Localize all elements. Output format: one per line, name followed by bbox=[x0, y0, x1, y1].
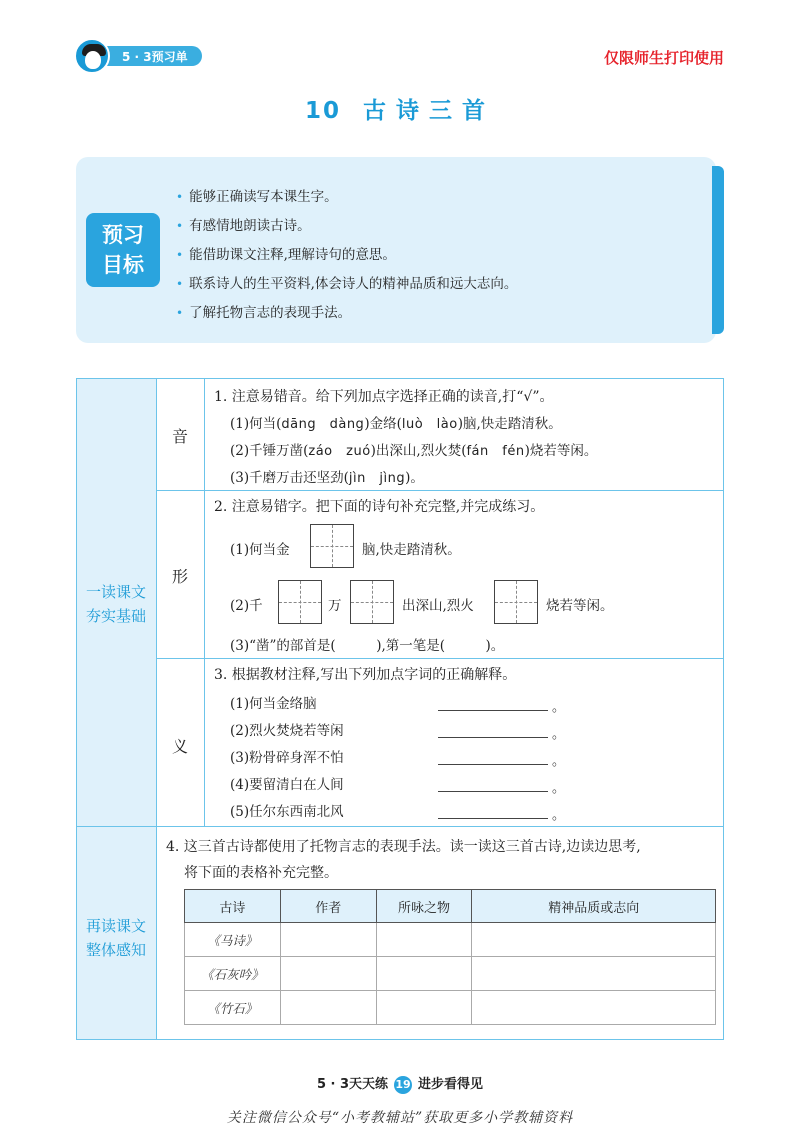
answer-cell[interactable] bbox=[376, 991, 472, 1025]
lesson-number: 10 bbox=[304, 98, 341, 124]
q2-title: 2. 注意易错字。把下面的诗句补充完整,并完成练习。 bbox=[214, 499, 545, 515]
answer-cell[interactable] bbox=[376, 923, 472, 957]
tian-grid-box[interactable] bbox=[350, 580, 394, 624]
q2-line3: (3)“凿”的部首是( ),第一笔是( )。 bbox=[230, 638, 505, 654]
q3-item: (4)要留清白在人间 bbox=[230, 777, 344, 793]
mascot-avatar bbox=[74, 38, 110, 74]
goal-item: • 有感情地朗读古诗。 bbox=[176, 218, 311, 234]
tian-grid-box[interactable] bbox=[494, 580, 538, 624]
q4-line1: 4. 这三首古诗都使用了托物言志的表现手法。读一读这三首古诗,边读边思考, bbox=[166, 839, 641, 855]
end-mark: 。 bbox=[552, 781, 566, 796]
q3-item: (2)烈火焚烧若等闲 bbox=[230, 723, 344, 739]
series-label: 5 · 3预习单 bbox=[122, 50, 188, 64]
footer-slogan: 进步看得见 bbox=[418, 1077, 484, 1092]
answer-cell[interactable] bbox=[280, 957, 376, 991]
table-row bbox=[185, 923, 716, 957]
page-number: 19 bbox=[394, 1076, 412, 1094]
tian-grid-box[interactable] bbox=[278, 580, 322, 624]
q3-item: (1)何当金络脑 bbox=[230, 696, 317, 712]
q2-line1-post: 脑,快走踏清秋。 bbox=[362, 542, 461, 558]
answer-line[interactable] bbox=[438, 709, 548, 711]
table-header-row bbox=[185, 890, 716, 923]
q1-item: (2)千锤万凿(záo zuó)出深山,烈火焚(fán fén)烧若等闲。 bbox=[230, 443, 598, 459]
q2-line2-b: 万 bbox=[328, 598, 342, 614]
q2-line2-a: (2)千 bbox=[230, 598, 263, 614]
q3-item: (5)任尔东西南北风 bbox=[230, 804, 344, 820]
goal-item: • 能借助课文注释,理解诗句的意思。 bbox=[176, 247, 396, 263]
q2-line2-c: 出深山,烈火 bbox=[402, 598, 474, 614]
answer-line[interactable] bbox=[438, 736, 548, 738]
answer-line[interactable] bbox=[438, 790, 548, 792]
goal-item: • 联系诗人的生平资料,体会诗人的精神品质和远大志向。 bbox=[176, 276, 518, 292]
footer-series: 5 · 3天天练 bbox=[316, 1077, 389, 1092]
answer-cell[interactable] bbox=[376, 957, 472, 991]
poem-name-cell: 《石灰吟》 bbox=[185, 957, 281, 991]
goal-item: • 能够正确读写本课生字。 bbox=[176, 189, 338, 205]
q2-line1-pre: (1)何当金 bbox=[230, 542, 290, 558]
end-mark: 。 bbox=[552, 754, 566, 769]
preview-goals-panel bbox=[76, 157, 716, 343]
end-mark: 。 bbox=[552, 727, 566, 742]
page-footer bbox=[0, 1073, 800, 1094]
section-overview-label: 再读课文 整体感知 bbox=[85, 917, 146, 959]
poem-analysis-table bbox=[184, 889, 716, 1025]
answer-line[interactable] bbox=[438, 817, 548, 819]
category-sound: 音 bbox=[171, 427, 188, 446]
poem-name-cell: 《马诗》 bbox=[185, 923, 281, 957]
tian-grid-box[interactable] bbox=[310, 524, 354, 568]
answer-cell[interactable] bbox=[472, 923, 716, 957]
q4-line2: 将下面的表格补充完整。 bbox=[184, 865, 338, 881]
col-header-author: 作者 bbox=[280, 890, 376, 923]
category-meaning: 义 bbox=[171, 737, 188, 756]
lesson-title: 古诗三首 bbox=[363, 98, 495, 124]
answer-cell[interactable] bbox=[472, 957, 716, 991]
goals-label: 预习 目标 bbox=[86, 213, 160, 287]
q3-title: 3. 根据教材注释,写出下列加点字词的正确解释。 bbox=[214, 667, 517, 683]
table-row bbox=[185, 991, 716, 1025]
goals-edge-bar bbox=[712, 166, 724, 334]
end-mark: 。 bbox=[552, 700, 566, 715]
print-notice: 仅限师生打印使用 bbox=[603, 49, 724, 67]
section-foundation-label: 一读课文 夯实基础 bbox=[85, 583, 146, 625]
answer-line[interactable] bbox=[438, 763, 548, 765]
col-header-spirit: 精神品质或志向 bbox=[472, 890, 716, 923]
q2-line2-d: 烧若等闲。 bbox=[546, 598, 614, 614]
answer-cell[interactable] bbox=[472, 991, 716, 1025]
category-form: 形 bbox=[171, 567, 188, 586]
end-mark: 。 bbox=[552, 808, 566, 823]
q1-item: (3)千磨万击还坚劲(jìn jìng)。 bbox=[230, 470, 424, 486]
table-row bbox=[185, 957, 716, 991]
goal-item: • 了解托物言志的表现手法。 bbox=[176, 305, 352, 321]
poem-name-cell: 《竹石》 bbox=[185, 991, 281, 1025]
series-badge bbox=[74, 38, 204, 74]
answer-cell[interactable] bbox=[280, 923, 376, 957]
q1-title: 1. 注意易错音。给下列加点字选择正确的读音,打“√”。 bbox=[214, 389, 554, 405]
q3-item: (3)粉骨碎身浑不怕 bbox=[230, 750, 344, 766]
col-header-poem: 古诗 bbox=[185, 890, 281, 923]
answer-cell[interactable] bbox=[280, 991, 376, 1025]
promo-text: 关注微信公众号“小考教辅站”获取更多小学教辅资料 bbox=[226, 1110, 574, 1126]
col-header-object: 所咏之物 bbox=[376, 890, 472, 923]
q1-item: (1)何当(dāng dàng)金络(luò lào)脑,快走踏清秋。 bbox=[230, 416, 562, 432]
page-title bbox=[0, 92, 800, 125]
